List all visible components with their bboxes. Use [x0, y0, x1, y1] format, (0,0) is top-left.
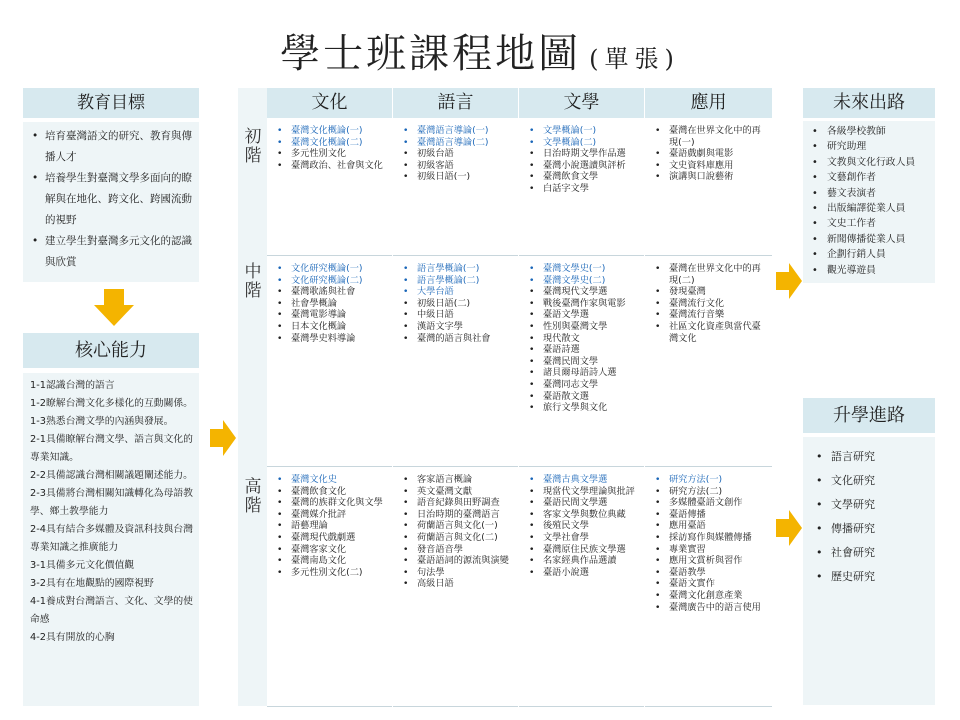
future-careers-panel: [803, 121, 935, 283]
competency-item: 4-2具有開放的心胸: [30, 632, 115, 643]
education-goals-panel: [23, 122, 199, 282]
course-item: • 採訪寫作與媒體傳播: [645, 532, 768, 544]
competency-item: 4-1養成對台灣語言、文化、文學的使命感: [30, 596, 193, 625]
study-item: • 傳播研究: [803, 517, 935, 541]
course-item: • 社會學概論: [267, 298, 388, 310]
course-item: • 白話字文學: [519, 183, 640, 195]
title-main: 學士班課程地圖: [280, 31, 582, 77]
course-item: • 臺灣的語言與社會: [393, 333, 514, 345]
course-item: • 語音紀錄與田野調查: [393, 497, 514, 509]
further-study-header: 升學進路: [803, 398, 935, 433]
course-item: • 現當代文學理論與批評: [519, 486, 640, 498]
career-item: • 各級學校教師: [803, 124, 935, 139]
down-arrow-icon: [94, 289, 134, 326]
course-item: • 旅行文學與文化: [519, 402, 640, 414]
goal-item: • 培育臺灣語文的研究、教育與傳播人才: [29, 126, 193, 168]
career-item: • 藝文表演者: [803, 186, 935, 201]
course-item: • 應用臺語: [645, 520, 768, 532]
competency-item: 1-1認識台灣的語言: [30, 380, 115, 391]
course-item: • 臺灣飲食文化: [267, 486, 388, 498]
course-item: • 荷蘭語言與文化(二): [393, 532, 514, 544]
course-item: • 多元性別文化(二): [267, 567, 388, 579]
course-cell-intermediate-culture: [267, 257, 392, 467]
course-item: • 臺語詩選: [519, 344, 640, 356]
course-cell-beginner-culture: [267, 119, 392, 256]
competency-item: 2-1具備瞭解台灣文學、語言與文化的專業知識。: [30, 434, 193, 463]
course-item: • 文學概論(一): [519, 125, 640, 137]
course-cell-beginner-language: [393, 119, 518, 256]
course-cell-beginner-application: [645, 119, 772, 256]
competency-item: 2-3具備將台灣相關知識轉化為母語教學、鄉土教學能力: [30, 488, 193, 517]
course-item: • 文學社會學: [519, 532, 640, 544]
right-arrow-icon: [776, 263, 802, 299]
competency-item: 1-3熟悉台灣文學的內涵與發展。: [30, 416, 174, 427]
course-item: • 臺灣文化史: [267, 474, 388, 486]
level-column: [238, 88, 267, 706]
course-cell-intermediate-language: [393, 257, 518, 467]
course-item: • 文史資料庫應用: [645, 160, 768, 172]
course-item: • 臺語傳播: [645, 509, 768, 521]
course-item: • 研究方法(二): [645, 486, 768, 498]
course-item: • 多元性別文化: [267, 148, 388, 160]
career-item: • 出版編譯從業人員: [803, 201, 935, 216]
course-item: • 臺灣廣告中的語言使用: [645, 602, 768, 614]
goal-item: • 培養學生對臺灣文學多面向的瞭解與在地化、跨文化、跨國流動的視野: [29, 168, 193, 231]
competency-item: 3-1具備多元文化價值觀: [30, 560, 135, 571]
course-item: • 臺灣學史料導論: [267, 333, 388, 345]
course-item: • 臺語小說選: [519, 567, 640, 579]
course-item: • 臺語文實作: [645, 578, 768, 590]
course-item: • 臺語語詞的源流與演變: [393, 555, 514, 567]
level-label-beginner: 初階: [244, 127, 262, 166]
course-item: • 臺灣南島文化: [267, 555, 388, 567]
course-item: • 語言學概論(二): [393, 275, 514, 287]
course-item: • 臺灣的族群文化與文學: [267, 497, 388, 509]
career-item: • 文藝創作者: [803, 170, 935, 185]
course-item: • 臺灣語言導論(二): [393, 137, 514, 149]
course-item: • 大學台語: [393, 286, 514, 298]
course-cell-intermediate-application: [645, 257, 772, 467]
course-item: • 臺灣現代戲劇選: [267, 532, 388, 544]
course-item: • 客家語言概論: [393, 474, 514, 486]
course-item: • 臺灣文學史(二): [519, 275, 640, 287]
education-goals-header: 教育目標: [23, 88, 199, 118]
course-item: • 臺語文學選: [519, 309, 640, 321]
course-item: • 日治時期文學作品選: [519, 148, 640, 160]
course-item: • 語藝理論: [267, 520, 388, 532]
course-item: • 臺語戲劇與電影: [645, 148, 768, 160]
competency-item: 3-2具有在地觀點的國際視野: [30, 578, 154, 589]
course-item: • 語言學概論(一): [393, 263, 514, 275]
page-title: [0, 22, 960, 79]
course-item: • 臺灣政治、社會與文化: [267, 160, 388, 172]
course-cell-beginner-literature: [519, 119, 644, 256]
course-item: • 諸貝爾母語詩人選: [519, 367, 640, 379]
course-item: • 臺灣電影導論: [267, 309, 388, 321]
course-item: • 臺灣原住民族文學選: [519, 544, 640, 556]
study-item: • 文化研究: [803, 469, 935, 493]
column-header-application: 應用: [645, 88, 772, 118]
future-careers-header: 未來出路: [803, 88, 935, 118]
course-item: • 臺語教學: [645, 567, 768, 579]
competency-item: 1-2瞭解台灣文化多樣化的互動關係。: [30, 398, 193, 409]
career-item: • 文教與文化行政人員: [803, 155, 935, 170]
course-item: • 英文臺灣文獻: [393, 486, 514, 498]
course-cell-advanced-literature: [519, 468, 644, 707]
course-item: • 日治時期的臺灣語言: [393, 509, 514, 521]
course-item: • 荷蘭語言與文化(一): [393, 520, 514, 532]
course-item: • 臺灣客家文化: [267, 544, 388, 556]
course-item: • 臺灣飲食文學: [519, 171, 640, 183]
course-item: • 名家經典作品選讀: [519, 555, 640, 567]
competency-item: 2-4具有結合多媒體及資訊科技與台灣專業知識之推廣能力: [30, 524, 193, 553]
course-item: • 發音語音學: [393, 544, 514, 556]
course-item: • 初級日語(二): [393, 298, 514, 310]
career-item: • 觀光導遊員: [803, 263, 935, 278]
title-sub: (單張): [589, 45, 680, 73]
course-item: • 社區文化資產與當代臺灣文化: [645, 321, 768, 344]
course-item: • 臺語民間文學選: [519, 497, 640, 509]
column-header-literature: 文學: [519, 88, 644, 118]
course-item: • 後殖民文學: [519, 520, 640, 532]
core-competencies-panel: [23, 373, 199, 706]
study-item: • 歷史研究: [803, 565, 935, 589]
course-item: • 臺灣語言導論(一): [393, 125, 514, 137]
course-cell-advanced-application: [645, 468, 772, 707]
course-item: • 臺灣古典文學選: [519, 474, 640, 486]
column-header-culture: 文化: [267, 88, 392, 118]
column-header-language: 語言: [393, 88, 518, 118]
course-item: • 發現臺灣: [645, 286, 768, 298]
career-item: • 企劃行銷人員: [803, 247, 935, 262]
course-item: • 性別與臺灣文學: [519, 321, 640, 333]
course-item: • 臺灣文化概論(二): [267, 137, 388, 149]
further-study-panel: [803, 437, 935, 705]
course-item: • 日本文化概論: [267, 321, 388, 333]
level-label-intermediate: 中階: [244, 262, 262, 301]
right-arrow-icon: [210, 420, 236, 456]
course-item: • 專業實習: [645, 544, 768, 556]
course-item: • 戰後臺灣作家與電影: [519, 298, 640, 310]
course-item: • 臺灣同志文學: [519, 379, 640, 391]
course-item: • 臺灣流行文化: [645, 298, 768, 310]
course-item: • 臺灣現代文學選: [519, 286, 640, 298]
course-item: • 臺灣文化概論(一): [267, 125, 388, 137]
goal-item: • 建立學生對臺灣多元文化的認識與欣賞: [29, 231, 193, 273]
study-item: • 文學研究: [803, 493, 935, 517]
course-item: • 初級客語: [393, 160, 514, 172]
level-label-advanced: 高階: [244, 477, 262, 516]
course-item: • 高級日語: [393, 578, 514, 590]
course-item: • 臺語散文選: [519, 391, 640, 403]
career-item: • 研究助理: [803, 139, 935, 154]
course-item: • 臺灣流行音樂: [645, 309, 768, 321]
course-item: • 文化研究概論(一): [267, 263, 388, 275]
course-item: • 臺灣在世界文化中的再現(一): [645, 125, 768, 148]
course-cell-intermediate-literature: [519, 257, 644, 467]
course-item: • 臺灣文化創意產業: [645, 590, 768, 602]
course-item: • 應用文賞析與習作: [645, 555, 768, 567]
course-item: • 現代散文: [519, 333, 640, 345]
course-item: • 臺灣民間文學: [519, 356, 640, 368]
course-item: • 漢語文字學: [393, 321, 514, 333]
course-item: • 文化研究概論(二): [267, 275, 388, 287]
competency-item: 2-2具備認識台灣相關議題闡述能力。: [30, 470, 193, 481]
course-item: • 臺灣小說選讀與評析: [519, 160, 640, 172]
course-item: • 演講與口說藝術: [645, 171, 768, 183]
right-arrow-icon: [776, 510, 802, 546]
course-item: • 中級日語: [393, 309, 514, 321]
course-item: • 初級日語(一): [393, 171, 514, 183]
course-item: • 臺灣文學史(一): [519, 263, 640, 275]
study-item: • 語言研究: [803, 445, 935, 469]
career-item: • 文史工作者: [803, 216, 935, 231]
course-item: • 臺灣歌謠與社會: [267, 286, 388, 298]
course-item: • 文學概論(二): [519, 137, 640, 149]
course-item: • 句法學: [393, 567, 514, 579]
course-item: • 多媒體臺語文創作: [645, 497, 768, 509]
course-item: • 客家文學與數位典藏: [519, 509, 640, 521]
course-cell-advanced-culture: [267, 468, 392, 707]
course-item: • 研究方法(一): [645, 474, 768, 486]
career-item: • 新聞傳播從業人員: [803, 232, 935, 247]
course-item: • 臺灣在世界文化中的再現(二): [645, 263, 768, 286]
course-item: • 初級台語: [393, 148, 514, 160]
core-competencies-header: 核心能力: [23, 333, 199, 368]
course-item: • 臺灣媒介批評: [267, 509, 388, 521]
study-item: • 社會研究: [803, 541, 935, 565]
course-cell-advanced-language: [393, 468, 518, 707]
